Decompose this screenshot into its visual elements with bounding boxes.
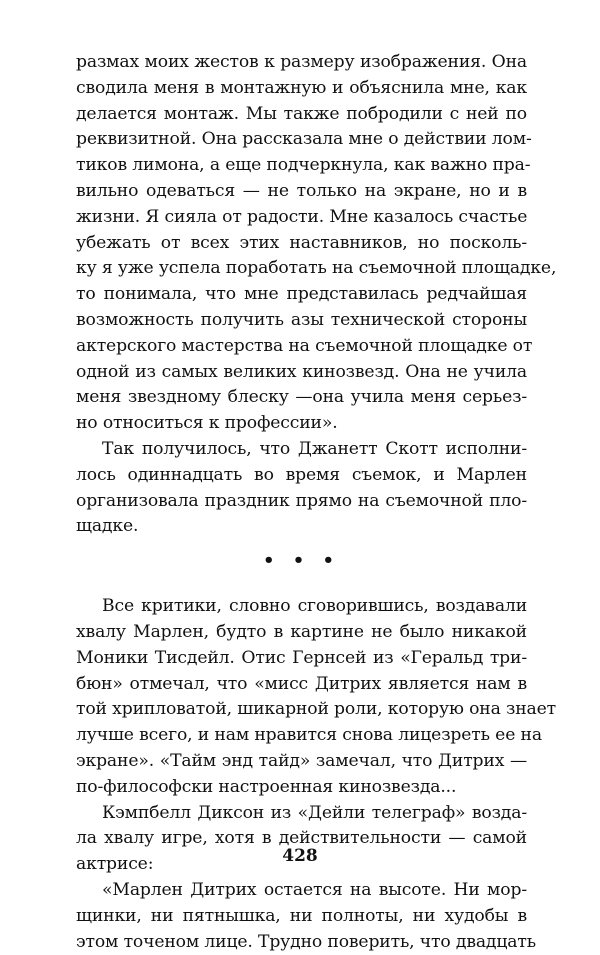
text-line: Моники Тисдейл. Отис Гернсей из «Геральд три- [76, 646, 527, 672]
text-line: ла хвалу игре, хотя в действительности — самой [76, 826, 527, 852]
text-line: той хрипловатой, шикарной роли, которую она знает [76, 697, 527, 723]
text-line: одной из самых великих кинозвезд. Она не учила [76, 360, 527, 386]
text-line: сводила меня в монтажную и объяснила мне, как [76, 76, 527, 102]
text-line: тиков лимона, а еще подчеркнула, как важно пра- [76, 153, 527, 179]
text-line: Так получилось, что Джанетт Скотт исполни- [76, 437, 527, 463]
paragraph [76, 50, 527, 437]
text-line: но относиться к профессии». [76, 411, 527, 437]
text-line: актрисе: [76, 852, 527, 878]
page-number: 428 [0, 846, 600, 866]
text-line: Кэмпбелл Диксон из «Дейли телеграф» возда- [76, 801, 527, 827]
text-line: актерского мастерства на съемочной площадке от [76, 334, 527, 360]
text-line: убежать от всех этих наставников, но посколь- [76, 231, 527, 257]
paragraph [76, 801, 527, 878]
text-line: по-философски настроенная кинозвезда... [76, 775, 527, 801]
text-line: меня звездному блеску —она учила меня серьез- [76, 385, 527, 411]
paragraph [76, 437, 527, 540]
book-page [76, 50, 527, 955]
text-line: «Марлен Дитрих остается на высоте. Ни мор- [76, 878, 527, 904]
text-block-bottom [76, 594, 527, 955]
text-block-top [76, 50, 527, 540]
text-line: ку я уже успела поработать на съемочной площадке, [76, 256, 527, 282]
text-line: этом точеном лице. Трудно поверить, что двадцать [76, 930, 527, 955]
text-line: жизни. Я сияла от радости. Мне казалось счастье [76, 205, 527, 231]
text-line: размах моих жестов к размеру изображения. Она [76, 50, 527, 76]
text-line: хвалу Марлен, будто в картине не было никакой [76, 620, 527, 646]
section-separator: • • • [76, 548, 527, 574]
text-line: щинки, ни пятнышка, ни полноты, ни худобы в [76, 904, 527, 930]
paragraph [76, 594, 527, 800]
text-line: вильно одеваться — не только на экране, но и в [76, 179, 527, 205]
text-line: делается монтаж. Мы также побродили с ней по [76, 102, 527, 128]
text-line: лось одиннадцать во время съемок, и Марлен [76, 463, 527, 489]
text-line: щадке. [76, 514, 527, 540]
text-line: реквизитной. Она рассказала мне о действии лом- [76, 127, 527, 153]
text-line: экране». «Тайм энд тайд» замечал, что Дитрих — [76, 749, 527, 775]
paragraph [76, 878, 527, 955]
text-line: то понимала, что мне представилась редчайшая [76, 282, 527, 308]
text-line: бюн» отмечал, что «мисс Дитрих является нам в [76, 672, 527, 698]
text-line: лучше всего, и нам нравится снова лицезреть ее на [76, 723, 527, 749]
text-line: организовала праздник прямо на съемочной пло- [76, 489, 527, 515]
text-line: возможность получить азы технической стороны [76, 308, 527, 334]
text-line: Все критики, словно сговорившись, воздавали [76, 594, 527, 620]
